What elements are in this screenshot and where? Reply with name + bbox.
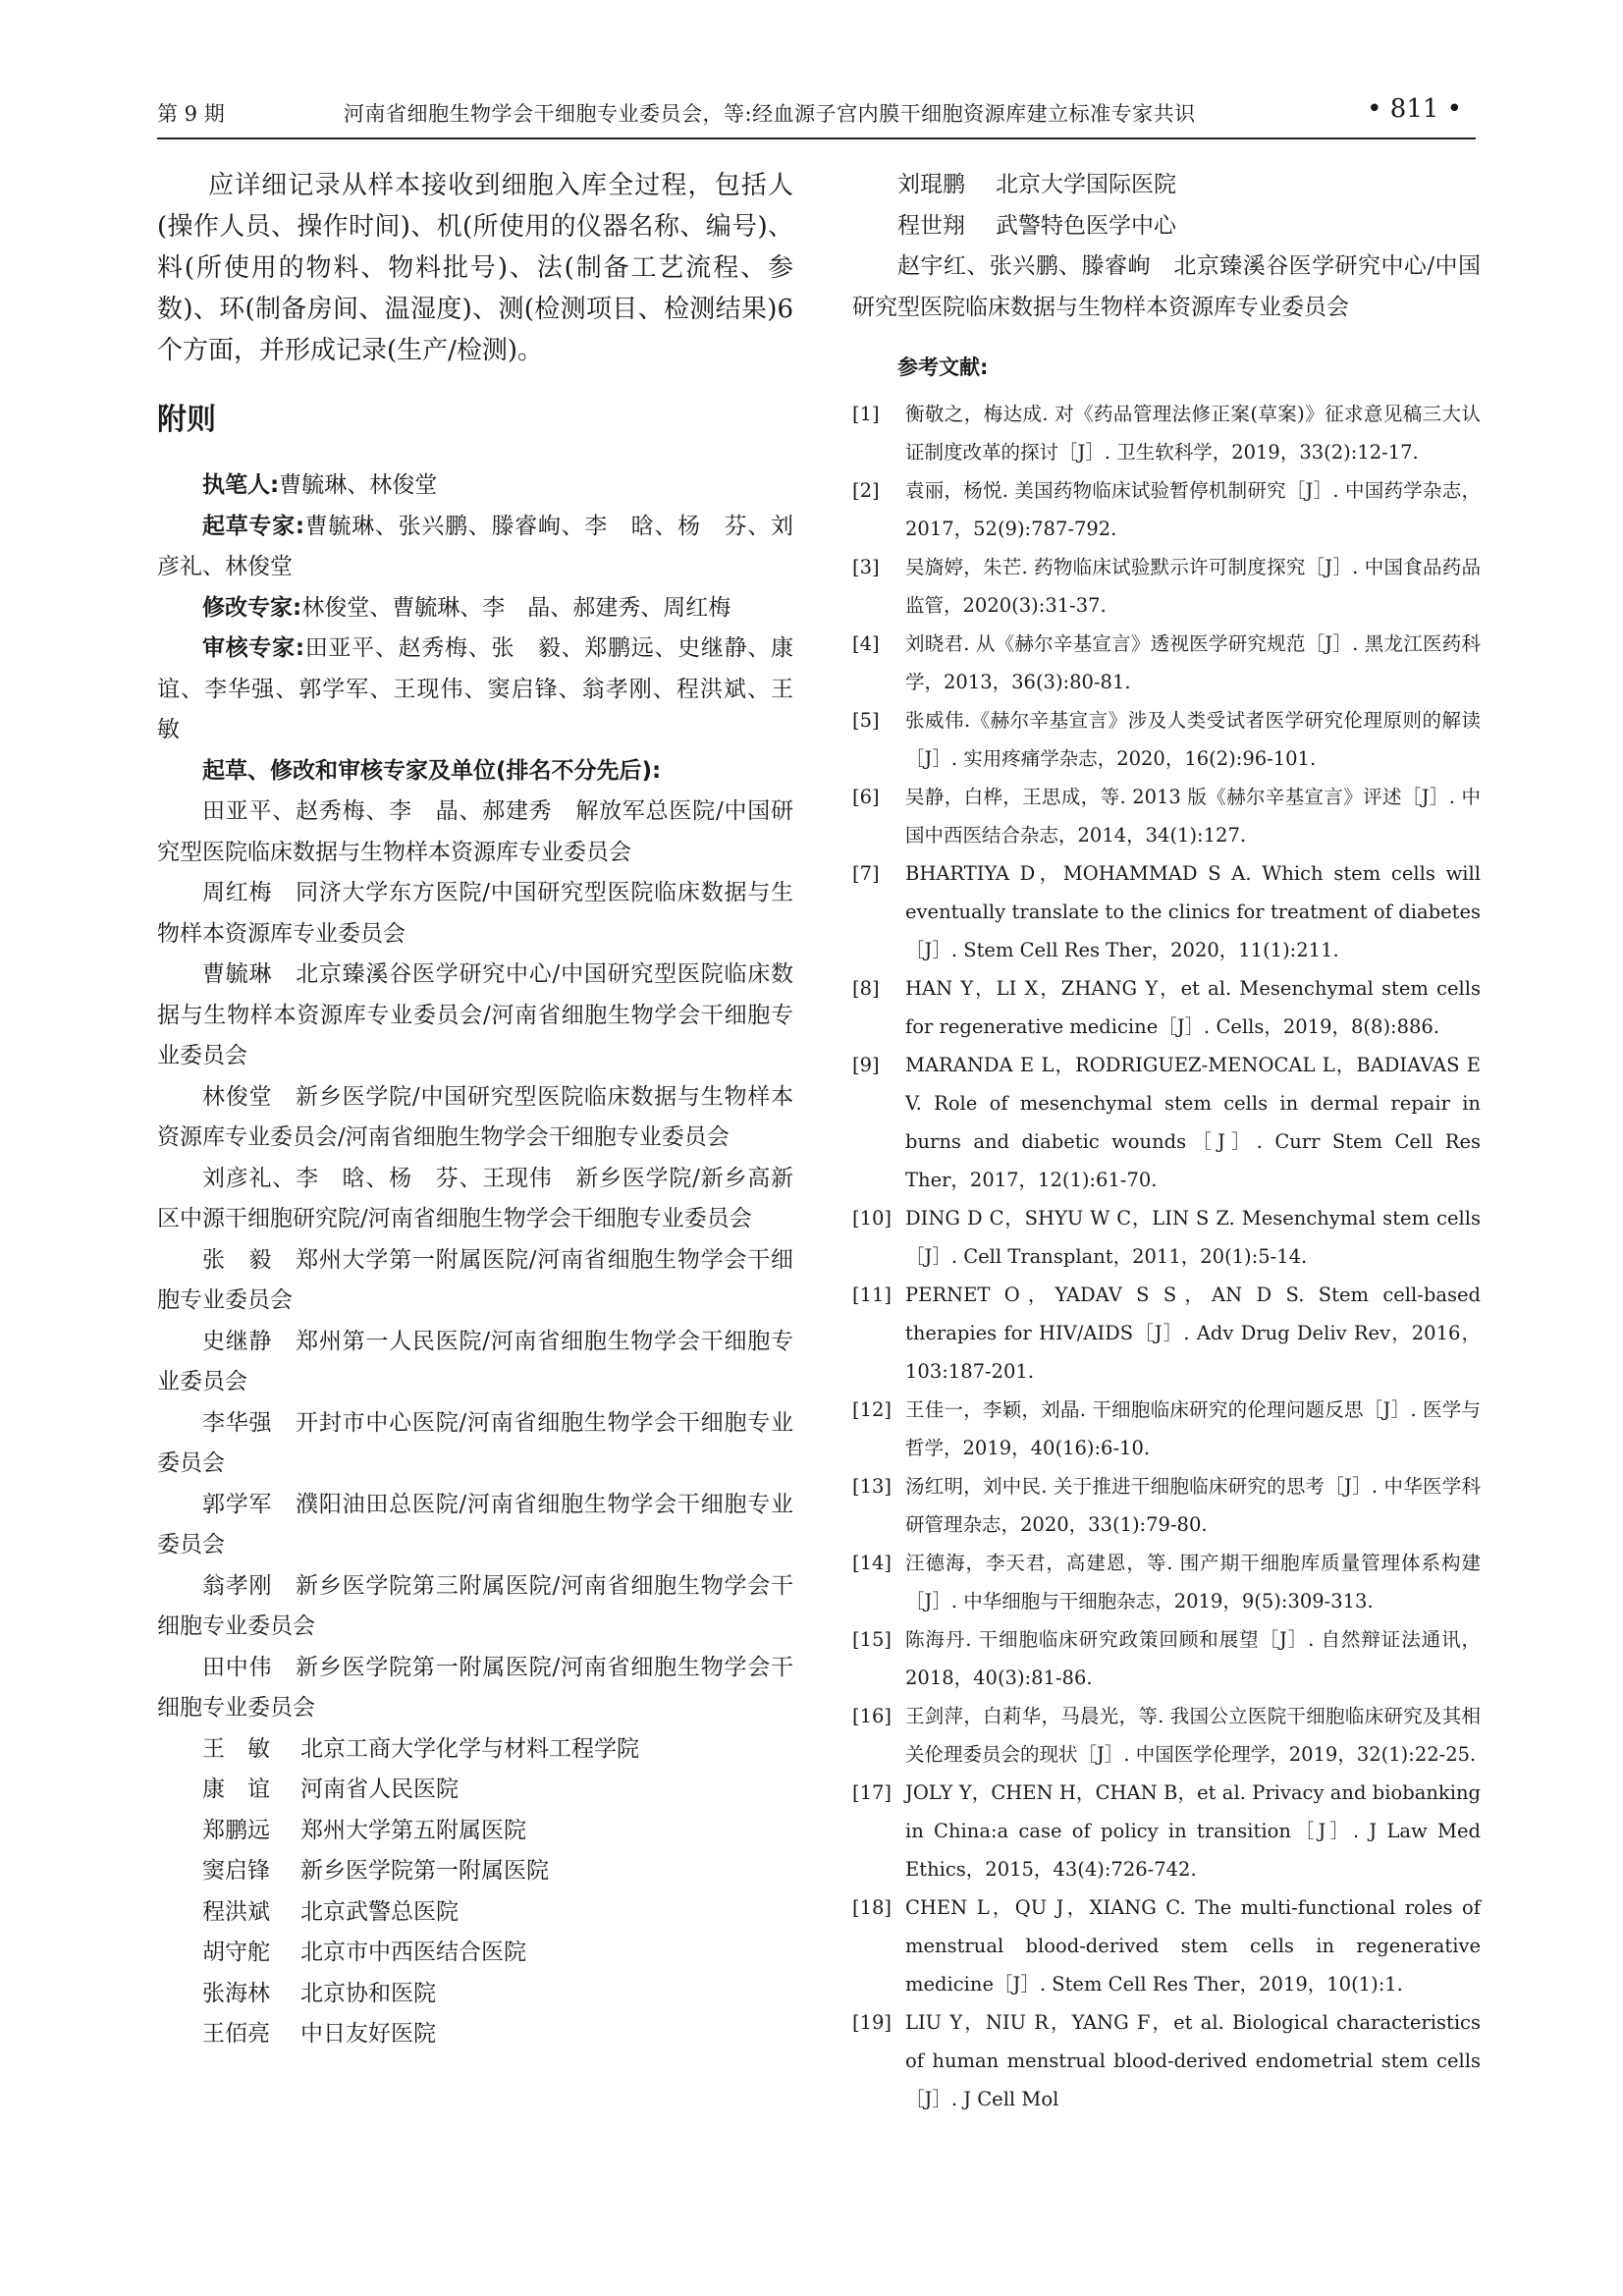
affiliation-entry: 史继静 郑州第一人民医院/河南省细胞生物学会干细胞专业委员会: [157, 1328, 793, 1394]
affiliation-entry: 李华强 开封市中心医院/河南省细胞生物学会干细胞专业委员会: [157, 1409, 793, 1476]
reference-item: [852, 701, 1481, 778]
reference-number: [18]: [852, 1896, 893, 1919]
expert-unit: 武警特色医学中心: [996, 212, 1176, 239]
affiliation-entry: [157, 1770, 793, 1811]
expert-name: 窦启锋: [202, 1858, 270, 1884]
reference-number: [2]: [852, 479, 880, 502]
reference-item: [852, 1774, 1481, 1888]
affiliation-entry: [157, 1851, 793, 1892]
affiliation-entry: 翁孝刚 新乡医学院第三附属医院/河南省细胞生物学会干细胞专业委员会: [157, 1572, 793, 1639]
reference-item: [852, 548, 1481, 625]
reference-text: PERNET O，YADAV S S，AN D S. Stem cell-based therapies for HIV/AIDS［J］. Adv Drug Deliv Rev，2016，103:187-201.: [905, 1284, 1481, 1383]
reference-text: 汤红明，刘中民. 关于推进干细胞临床研究的思考［J］. 中华医学科研管理杂志，2020，33(1):79-80.: [905, 1475, 1481, 1536]
affiliation-entry: [852, 206, 1481, 247]
intro-paragraph: 应详细记录从样本接收到细胞入库全过程，包括人(操作人员、操作时间)、机(所使用的仪器名称、编号)、料(所使用的物料、物料批号)、法(制备工艺流程、参数)、环(制备房间、温湿度)、测(检测项目、检测结果)6 个方面，并形成记录(生产/检测)。: [157, 171, 793, 365]
reference-number: [11]: [852, 1284, 893, 1306]
affiliation-list: [157, 792, 793, 1729]
affiliation-entry: 周红梅 同济大学东方医院/中国研究型医院临床数据与生物样本资源库专业委员会: [157, 880, 793, 947]
reference-list: [852, 395, 1481, 2118]
reference-item: [852, 2003, 1481, 2118]
reference-item: [852, 1620, 1481, 1697]
running-title: 河南省细胞生物学会干细胞专业委员会，等:经血源子宫内膜干细胞资源库建立标准专家共识: [344, 102, 1196, 126]
drafters-line: [157, 507, 793, 588]
expert-name: 程世翔: [897, 212, 965, 239]
reference-item: [852, 1391, 1481, 1467]
reviewers-line: [157, 629, 816, 751]
section-title: 附则: [157, 403, 216, 437]
drafters-label: 起草专家:: [202, 513, 305, 539]
expert-unit: 郑州大学第五附属医院: [300, 1817, 526, 1843]
reviewers-label: 审核专家:: [202, 635, 305, 661]
reference-number: [16]: [852, 1705, 893, 1727]
revisers-label: 修改专家:: [202, 594, 302, 621]
reference-item: [852, 1544, 1481, 1620]
expert-unit: 新乡医学院第一附属医院: [300, 1858, 549, 1884]
expert-name: 张海林: [202, 1980, 270, 2006]
writer-line: [157, 465, 793, 507]
short-affiliation-list: [157, 1729, 793, 2055]
affiliation-entry: 田中伟 新乡医学院第一附属医院/河南省细胞生物学会干细胞专业委员会: [157, 1654, 793, 1721]
reference-number: [15]: [852, 1628, 893, 1651]
drafters-names: 曹毓琳、张兴鹏、滕睿峋、李 晗、杨 芬、刘彦礼、林俊堂: [157, 513, 793, 579]
expert-name: 王佰亮: [202, 2021, 270, 2047]
reference-text: 陈海丹. 干细胞临床研究政策回顾和展望［J］. 自然辩证法通讯，2018，40(3):81-86.: [905, 1628, 1481, 1689]
affiliation-entry: [852, 165, 1481, 206]
expert-unit: 北京武警总医院: [300, 1898, 459, 1925]
reference-item: [852, 1046, 1481, 1199]
reference-number: [7]: [852, 862, 880, 885]
last-affiliation: 赵宇红、张兴鹏、滕睿峋 北京臻溪谷医学研究中心/中国研究型医院临床数据与生物样本资源库专业委员会: [852, 253, 1481, 320]
references-heading: 参考文献:: [897, 355, 989, 379]
reference-text: CHEN L，QU J，XIANG C. The multi-functional roles of menstrual blood-derived stem cells in regenerative medicine［J］. Stem Cell Res Ther，2019，10(1):1.: [905, 1896, 1481, 1995]
reference-number: [6]: [852, 786, 880, 808]
reference-item: [852, 854, 1481, 969]
expert-name: 康 谊: [202, 1777, 270, 1802]
left-column: [157, 165, 816, 2055]
reference-text: DING D C，SHYU W C，LIN S Z. Mesenchymal stem cells［J］. Cell Transplant，2011，20(1):5-14.: [905, 1207, 1481, 1268]
revisers-names: 林俊堂、曹毓琳、李 晶、郝建秀、周红梅: [301, 594, 731, 621]
expert-unit: 北京协和医院: [300, 1980, 436, 2006]
reference-item: [852, 471, 1481, 548]
affiliation-entry: [157, 1933, 793, 1974]
affiliation-entry: [157, 1729, 793, 1771]
issue-number: 第 9 期: [157, 102, 225, 126]
expert-name: 程洪斌: [202, 1898, 270, 1925]
reference-text: BHARTIYA D，MOHAMMAD S A. Which stem cells will eventually translate to the clinics for treatment of diabetes［J］. Stem Cell Res Ther，2020，11(1):211.: [905, 862, 1481, 961]
affiliation-entry: [157, 2014, 793, 2055]
expert-unit: 河南省人民医院: [300, 1777, 459, 1802]
reference-number: [1]: [852, 403, 880, 425]
expert-unit: 中日友好医院: [300, 2021, 436, 2047]
reference-number: [17]: [852, 1781, 893, 1804]
expert-name: 刘琨鹏: [897, 172, 965, 197]
units-heading: 起草、修改和审核专家及单位(排名不分先后):: [202, 757, 662, 784]
reference-number: [13]: [852, 1475, 893, 1498]
reference-text: 吴静，白桦，王思成，等. 2013 版《赫尔辛基宣言》评述［J］. 中国中西医结合杂志，2014，34(1):127.: [905, 786, 1481, 847]
affiliation-entry: 田亚平、赵秀梅、李 晶、郝建秀 解放军总医院/中国研究型医院临床数据与生物样本资源库专业委员会: [157, 798, 793, 865]
reference-text: 王佳一，李颖，刘晶. 干细胞临床研究的伦理问题反思［J］. 医学与哲学，2019，40(16):6-10.: [905, 1398, 1481, 1459]
writer-label: 执笔人:: [202, 472, 280, 498]
reference-number: [19]: [852, 2011, 893, 2034]
reference-number: [5]: [852, 709, 880, 732]
reference-text: 王剑萍，白莉华，马晨光，等. 我国公立医院干细胞临床研究及其相关伦理委员会的现状［J］. 中国医学伦理学，2019，32(1):22-25.: [905, 1705, 1481, 1766]
reviewers-names: 田亚平、赵秀梅、张 毅、郑鹏远、史继静、康 谊、李华强、郭学军、王现伟、窦启锋、翁孝刚、程洪斌、王 敏: [157, 635, 816, 742]
reference-text: 衡敬之，梅达成. 对《药品管理法修正案(草案)》征求意见稿三大认证制度改革的探讨［J］. 卫生软科学，2019，33(2):12-17.: [905, 403, 1481, 464]
expert-name: 胡守舵: [202, 1940, 270, 1965]
running-header: [157, 94, 1476, 139]
reference-text: 刘晓君. 从《赫尔辛基宣言》透视医学研究规范［J］. 黑龙江医药科学，2013，36(3):80-81.: [905, 632, 1481, 693]
reference-item: [852, 1697, 1481, 1774]
reference-number: [8]: [852, 977, 880, 1000]
reference-item: [852, 1276, 1481, 1391]
reference-text: 张威伟.《赫尔辛基宣言》涉及人类受试者医学研究伦理原则的解读［J］. 实用疼痛学杂志，2020，16(2):96-101.: [905, 709, 1481, 770]
reference-text: 袁丽，杨悦. 美国药物临床试验暂停机制研究［J］. 中国药学杂志，2017，52(9):787-792.: [905, 479, 1481, 540]
reference-text: JOLY Y，CHEN H，CHAN B，et al. Privacy and biobanking in China:a case of policy in transition［J］. J Law Med Ethics，2015，43(4):726-742.: [905, 1781, 1481, 1881]
reference-number: [9]: [852, 1054, 880, 1076]
affiliation-entry: [157, 1892, 793, 1934]
reference-item: [852, 625, 1481, 701]
reference-item: [852, 1467, 1481, 1544]
reference-number: [10]: [852, 1207, 893, 1230]
affiliation-entry: 张 毅 郑州大学第一附属医院/河南省细胞生物学会干细胞专业委员会: [157, 1246, 793, 1313]
affiliation-entry: 郭学军 濮阳油田总医院/河南省细胞生物学会干细胞专业委员会: [157, 1491, 793, 1558]
reference-item: [852, 1888, 1481, 2003]
affiliation-entry: 林俊堂 新乡医学院/中国研究型医院临床数据与生物样本资源库专业委员会/河南省细胞生物学会干细胞专业委员会: [157, 1083, 793, 1150]
writer-names: 曹毓琳、林俊堂: [279, 472, 438, 498]
reference-text: HAN Y，LI X，ZHANG Y，et al. Mesenchymal stem cells for regenerative medicine［J］. Cells，2019，8(8):886.: [905, 977, 1481, 1038]
affiliation-entry: [157, 1974, 793, 2015]
reference-item: [852, 778, 1481, 854]
reference-text: 吴旖婷，朱芒. 药物临床试验默示许可制度探究［J］. 中国食品药品监管，2020(3):31-37.: [905, 556, 1481, 617]
affiliation-entry: 曹毓琳 北京臻溪谷医学研究中心/中国研究型医院临床数据与生物样本资源库专业委员会/河南省细胞生物学会干细胞专业委员会: [157, 961, 793, 1068]
reference-number: [3]: [852, 556, 880, 578]
right-column: [852, 165, 1481, 2118]
affiliation-entry: 刘彦礼、李 晗、杨 芬、王现伟 新乡医学院/新乡高新区中源干细胞研究院/河南省细胞生物学会干细胞专业委员会: [157, 1165, 793, 1231]
reference-number: [14]: [852, 1552, 893, 1574]
affiliation-entry: [157, 1811, 793, 1852]
reference-item: [852, 1199, 1481, 1276]
reference-number: [4]: [852, 632, 880, 655]
reference-item: [852, 969, 1481, 1046]
expert-unit: 北京市中西医结合医院: [300, 1940, 526, 1965]
page-number: • 811 •: [1367, 94, 1462, 124]
expert-unit: 北京工商大学化学与材料工程学院: [300, 1735, 639, 1762]
reference-number: [12]: [852, 1398, 893, 1421]
reference-text: LIU Y，NIU R，YANG F，et al. Biological characteristics of human menstrual blood-derived endometrial stem cells［J］. J Cell Mol: [905, 2011, 1481, 2110]
right-affiliation-list: [852, 165, 1481, 246]
expert-name: 郑鹏远: [202, 1817, 270, 1843]
reference-item: [852, 395, 1481, 471]
expert-unit: 北京大学国际医院: [996, 172, 1176, 197]
reference-text: 汪德海，李天君，高建恩，等. 围产期干细胞库质量管理体系构建［J］. 中华细胞与干细胞杂志，2019，9(5):309-313.: [905, 1552, 1481, 1613]
revisers-line: [157, 588, 793, 629]
expert-name: 王 敏: [202, 1735, 270, 1762]
reference-text: MARANDA E L，RODRIGUEZ-MENOCAL L，BADIAVAS E V. Role of mesenchymal stem cells in dermal repair in burns and diabetic wounds［J］. Curr Stem Cell Res Ther，2017，12(1):61-70.: [905, 1054, 1481, 1191]
